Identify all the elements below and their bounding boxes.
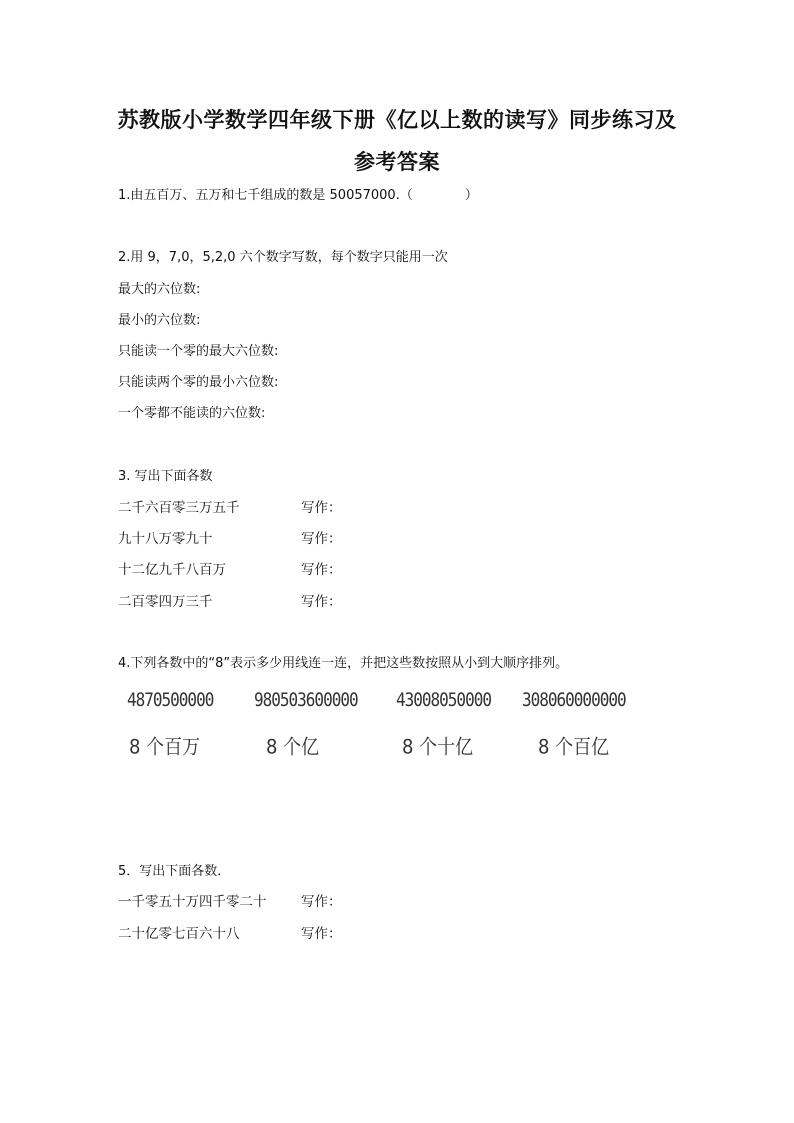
question-2-item: 一个零都不能读的六位数: <box>118 406 266 421</box>
question-2-item: 只能读两个零的最小六位数: <box>118 375 279 390</box>
write-label: 写作： <box>301 562 342 578</box>
document-title-line2: 参考答案 <box>354 149 440 174</box>
q4-unit: 8 个百亿 <box>538 736 610 760</box>
question-2-item: 最大的六位数: <box>118 282 201 297</box>
question-3-item: 二百零四万三千 <box>118 594 213 610</box>
question-3-prompt: 3. 写出下面各数 <box>118 469 213 484</box>
question-5-item: 二十亿零七百六十八 <box>118 926 240 942</box>
question-3-row <box>118 560 342 580</box>
write-label: 写作： <box>301 894 342 910</box>
question-3-row <box>118 529 342 549</box>
write-label: 写作： <box>301 531 342 547</box>
q4-unit: 8 个百万 <box>129 736 201 760</box>
q4-number: 980503600000 <box>254 688 358 711</box>
question-3-item: 十二亿九千八百万 <box>118 562 226 578</box>
question-2-item: 最小的六位数: <box>118 313 201 328</box>
question-4-prompt: 4.下列各数中的“8”表示多少用线连一连，并把这些数按照从小到大顺序排列。 <box>118 656 569 671</box>
question-3-row <box>118 498 342 518</box>
question-5-item: 一千零五十万四千零二十 <box>118 894 267 910</box>
question-2-item: 只能读一个零的最大六位数: <box>118 344 279 359</box>
q4-number: 308060000000 <box>522 688 626 711</box>
question-5-row <box>118 924 342 944</box>
question-3-item: 二千六百零三万五千 <box>118 500 240 516</box>
question-3-row <box>118 592 342 612</box>
write-label: 写作： <box>301 594 342 610</box>
question-3-item: 九十八万零九十 <box>118 531 213 547</box>
document-title-line1: 苏教版小学数学四年级下册《亿以上数的读写》同步练习及 <box>117 107 677 132</box>
write-label: 写作： <box>301 500 342 516</box>
question-5-row <box>118 892 342 912</box>
q4-number: 4870500000 <box>127 688 214 711</box>
q4-unit: 8 个十亿 <box>402 736 474 760</box>
write-label: 写作： <box>301 926 342 942</box>
q4-number: 43008050000 <box>396 688 491 711</box>
question-2-prompt: 2.用 9，7,0，5,2,0 六个数字写数，每个数字只能用一次 <box>118 250 448 265</box>
q4-unit: 8 个亿 <box>266 736 320 760</box>
question-1: 1.由五百万、五万和七千组成的数是 50057000.（ ） <box>118 188 478 203</box>
question-5-prompt: 5．写出下面各数． <box>118 864 231 879</box>
